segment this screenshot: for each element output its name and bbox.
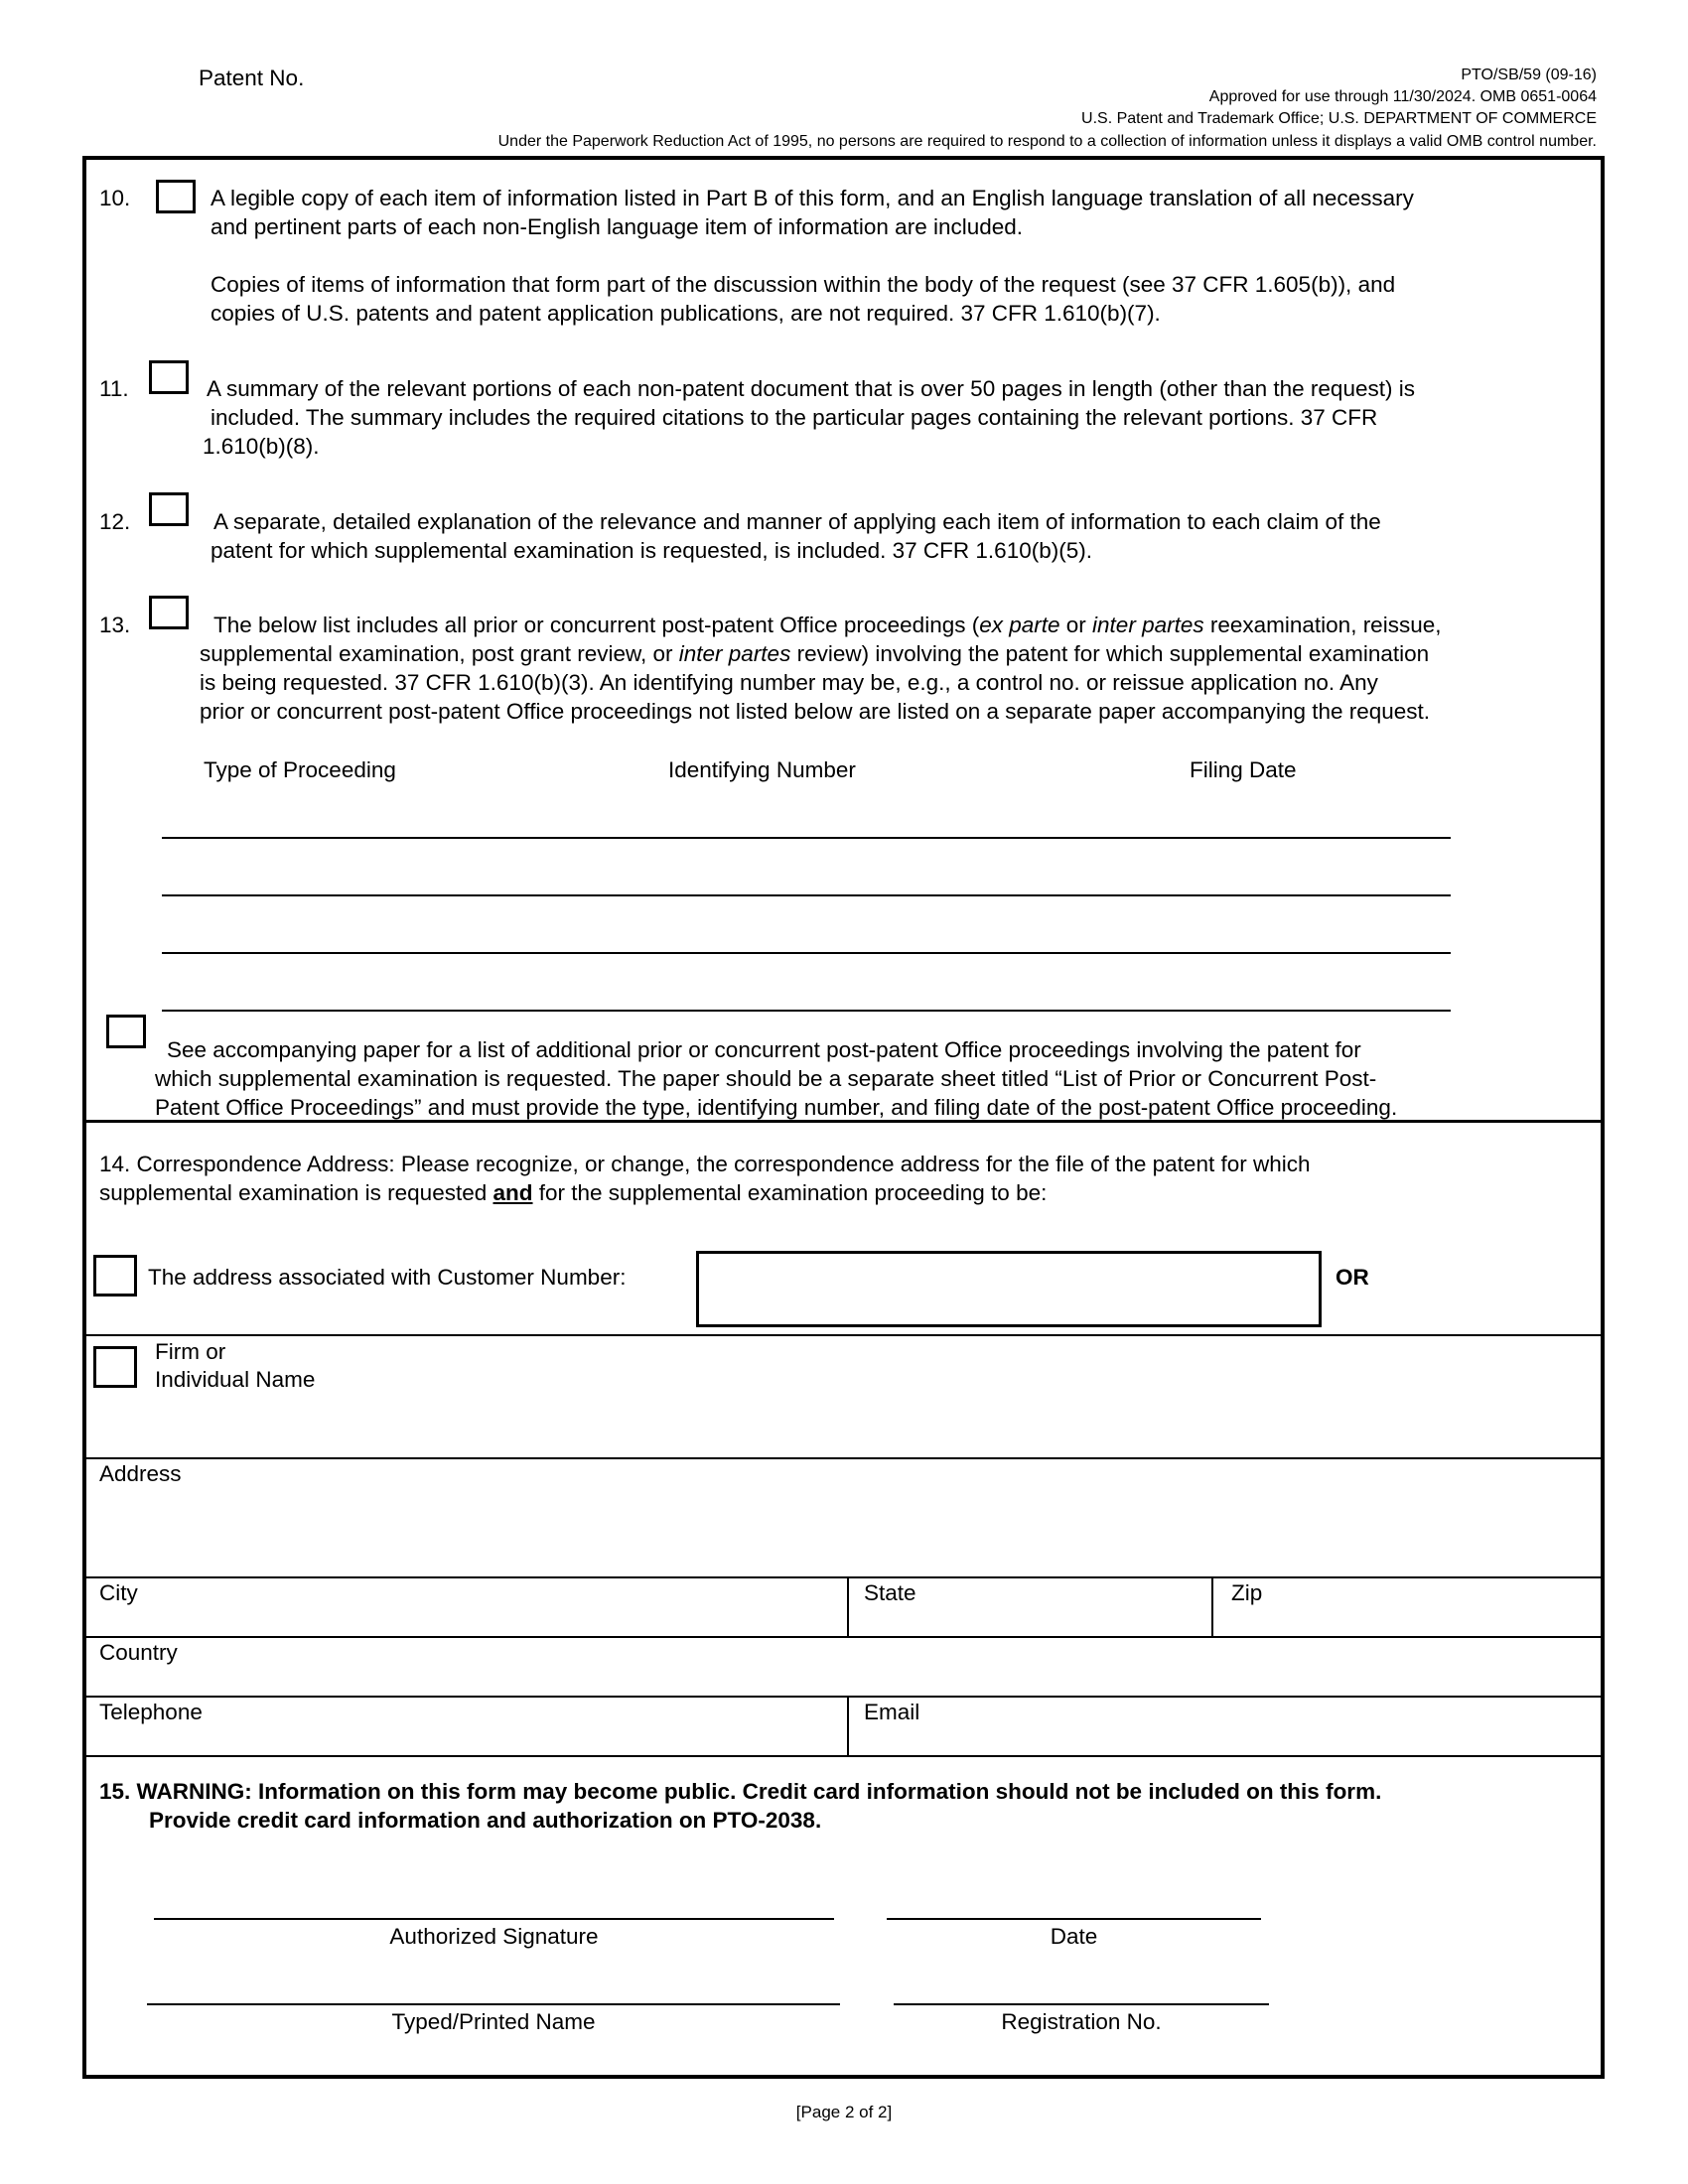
registration-no-line <box>894 2003 1269 2005</box>
email-input[interactable] <box>856 1725 1599 1753</box>
see-accompanying-text-3: Patent Office Proceedings” and must provide the type, identifying number, and filing date of the post-patent Office proceeding. <box>155 1095 1398 1120</box>
proceeding-row-1-line <box>162 837 1451 839</box>
divider-13-14 <box>84 1120 1603 1123</box>
item-11-checkbox[interactable] <box>149 360 189 394</box>
divider-city-state <box>847 1576 849 1636</box>
proceeding-row-3-line <box>162 952 1451 954</box>
customer-number-checkbox[interactable] <box>93 1255 137 1297</box>
item-13-text-3: is being requested. 37 CFR 1.610(b)(3). An identifying number may be, e.g., a control no. or reissue application no. Any <box>200 670 1378 695</box>
approval-notice: Approved for use through 11/30/2024. OMB 0651-0064 <box>1208 88 1597 105</box>
state-input[interactable] <box>856 1606 1211 1634</box>
paperwork-notice: Under the Paperwork Reduction Act of 1995, no persons are required to respond to a collection of information unless it displays a valid OMB control number. <box>497 133 1597 150</box>
proceeding-row-1-input[interactable] <box>162 804 1457 834</box>
firm-name-checkbox[interactable] <box>93 1346 137 1388</box>
item-10-checkbox[interactable] <box>156 180 196 213</box>
divider-customer-firm <box>84 1334 1603 1336</box>
authorized-signature-caption: Authorized Signature <box>389 1924 599 1949</box>
printed-name-line <box>147 2003 840 2005</box>
divider-telephone-email <box>847 1696 849 1755</box>
zip-label: Zip <box>1231 1580 1263 1605</box>
item-15-warning-2: Provide credit card information and authorization on PTO-2038. <box>149 1808 822 1833</box>
divider-firm-address <box>84 1457 1603 1459</box>
customer-number-label: The address associated with Customer Number: <box>148 1265 627 1290</box>
item-10-text-1: A legible copy of each item of information listed in Part B of this form, and an English language translation of all necessary <box>211 186 1414 210</box>
printed-name-input[interactable] <box>147 1970 846 2001</box>
proceeding-row-2-line <box>162 894 1451 896</box>
item-12-number: 12. <box>99 509 131 534</box>
see-accompanying-text-1: See accompanying paper for a list of additional prior or concurrent post-patent Office proceedings involving the patent for <box>167 1037 1361 1062</box>
firm-label-1: Firm or <box>155 1339 226 1364</box>
item-10-number: 10. <box>99 186 131 210</box>
item-13-number: 13. <box>99 613 131 637</box>
firm-label-2: Individual Name <box>155 1367 316 1392</box>
item-13-text-4: prior or concurrent post-patent Office proceedings not listed below are listed on a separate paper accompanying the request. <box>200 699 1431 724</box>
item-14-text-2: supplemental examination is requested and for the supplemental examination proceeding to be: <box>99 1180 1048 1205</box>
divider-14-15 <box>84 1755 1603 1757</box>
col-filing-date: Filing Date <box>1190 757 1297 782</box>
divider-city-country <box>84 1636 1603 1638</box>
registration-no-input[interactable] <box>894 1970 1275 2001</box>
divider-address-city <box>84 1576 1603 1578</box>
see-accompanying-paper-checkbox[interactable] <box>106 1015 146 1048</box>
date-input[interactable] <box>887 1884 1267 1916</box>
city-label: City <box>99 1580 138 1605</box>
item-10-text-4: copies of U.S. patents and patent application publications, are not required. 37 CFR 1.610(b)(7). <box>211 301 1161 326</box>
date-line <box>887 1918 1261 1920</box>
divider-country-telephone <box>84 1696 1603 1698</box>
registration-no-caption: Registration No. <box>1001 2009 1162 2034</box>
item-14-text-1: 14. Correspondence Address: Please recognize, or change, the correspondence address for the file of the patent for which <box>99 1152 1311 1176</box>
telephone-input[interactable] <box>99 1725 847 1753</box>
telephone-label: Telephone <box>99 1700 203 1724</box>
proceeding-row-4-line <box>162 1010 1451 1012</box>
col-type-of-proceeding: Type of Proceeding <box>204 757 396 782</box>
proceeding-row-4-input[interactable] <box>162 977 1457 1007</box>
authorized-signature-input[interactable] <box>154 1884 840 1916</box>
address-input[interactable] <box>99 1491 1597 1570</box>
date-caption: Date <box>1050 1924 1098 1949</box>
country-label: Country <box>99 1640 178 1665</box>
signature-line <box>154 1918 834 1920</box>
state-label: State <box>864 1580 916 1605</box>
item-11-text-3: 1.610(b)(8). <box>203 434 320 459</box>
city-input[interactable] <box>99 1606 847 1634</box>
form-id: PTO/SB/59 (09-16) <box>1461 67 1597 83</box>
see-accompanying-text-2: which supplemental examination is requested. The paper should be a separate sheet titled “List of Prior or Concurrent Post- <box>155 1066 1377 1091</box>
address-label: Address <box>99 1461 182 1486</box>
zip-input[interactable] <box>1221 1606 1602 1634</box>
col-identifying-number: Identifying Number <box>668 757 856 782</box>
email-label: Email <box>864 1700 920 1724</box>
country-input[interactable] <box>99 1666 1597 1694</box>
printed-name-caption: Typed/Printed Name <box>391 2009 596 2034</box>
proceeding-row-3-input[interactable] <box>162 919 1457 949</box>
customer-number-input[interactable] <box>701 1256 1325 1322</box>
or-label: OR <box>1336 1265 1369 1290</box>
page-number: [Page 2 of 2] <box>795 2103 893 2121</box>
agency-line: U.S. Patent and Trademark Office; U.S. DEPARTMENT OF COMMERCE <box>1081 110 1597 127</box>
item-12-text-2: patent for which supplemental examination is requested, is included. 37 CFR 1.610(b)(5). <box>211 538 1092 563</box>
proceeding-row-2-input[interactable] <box>162 862 1457 891</box>
item-13-text-1: The below list includes all prior or concurrent post-patent Office proceedings (ex parte or inter partes reexamination, reissue, <box>213 613 1442 637</box>
item-10-text-2: and pertinent parts of each non-English language item of information are included. <box>211 214 1024 239</box>
firm-name-input[interactable] <box>377 1360 1577 1400</box>
item-13-text-2: supplemental examination, post grant review, or inter partes review) involving the patent for which supplemental examination <box>200 641 1430 666</box>
item-11-text-2: included. The summary includes the required citations to the particular pages containing the relevant portions. 37 CFR <box>211 405 1378 430</box>
patent-no-label: Patent No. <box>199 66 305 90</box>
item-13-checkbox[interactable] <box>149 596 189 629</box>
item-11-number: 11. <box>99 376 129 401</box>
item-12-text-1: A separate, detailed explanation of the relevance and manner of applying each item of information to each claim of the <box>213 509 1381 534</box>
divider-state-zip <box>1211 1576 1213 1636</box>
item-11-text-1: A summary of the relevant portions of each non-patent document that is over 50 pages in length (other than the request) is <box>207 376 1415 401</box>
item-10-text-3: Copies of items of information that form part of the discussion within the body of the request (see 37 CFR 1.605(b)), and <box>211 272 1396 297</box>
item-15-warning-1: 15. WARNING: Information on this form may become public. Credit card information should not be included on this form. <box>99 1779 1382 1804</box>
item-12-checkbox[interactable] <box>149 492 189 526</box>
